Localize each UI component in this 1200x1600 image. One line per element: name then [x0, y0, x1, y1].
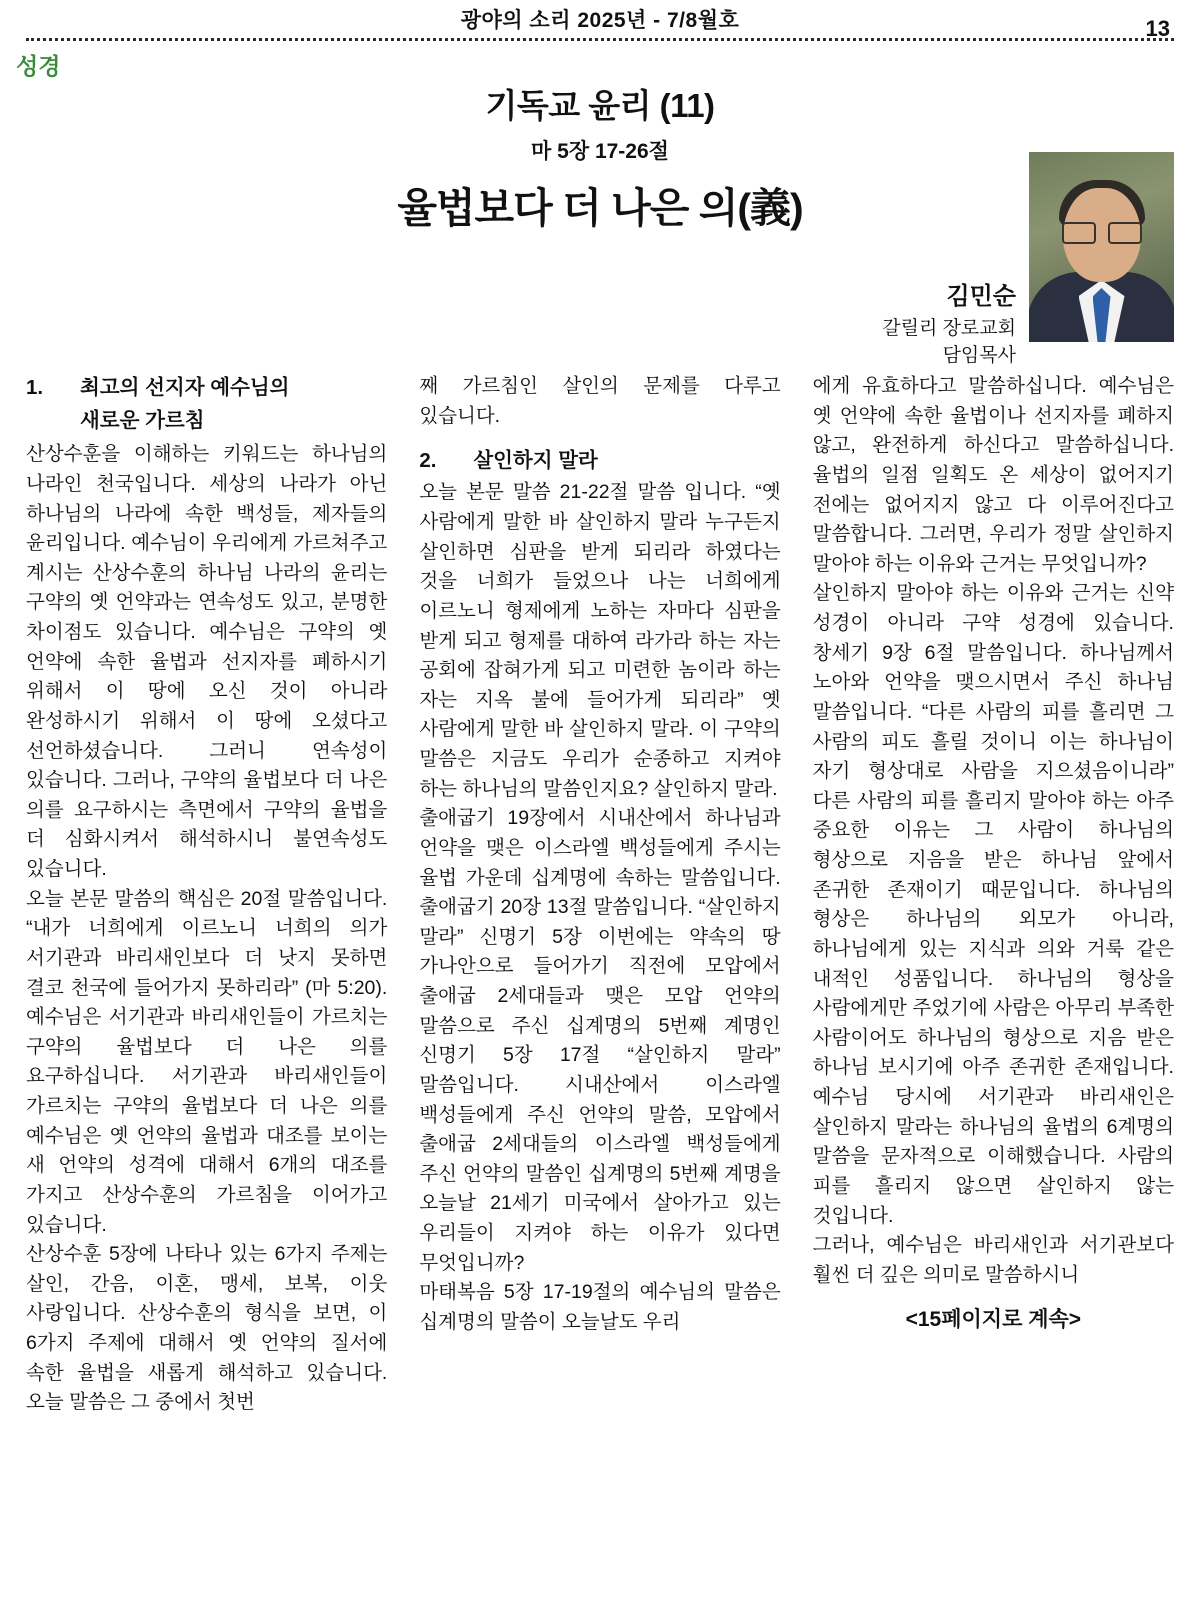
- paragraph: 오늘 본문 말씀의 핵심은 20절 말씀입니다. “내가 너희에게 이르노니 너희의 의가 서기관과 바리새인보다 더 낫지 못하면 결코 천국에 들어가지 못하리라” (마 5:20). 예수님은 서기관과 바리새인들이 가르치는 구약의 율법보다 더 나은 의를 요구하십니다. 서기관과 바리새인들이 가르치는 구약의 율법보다 더 나은 의를 예수님은 옛 언약의 율법과 대조를 보이는 새 언약의 성격에 대해서 6개의 대조를 가지고 산상수훈의 가르침을 이어가고 있습니다.: [26, 887, 388, 1236]
- author-name: 김민순: [946, 283, 1016, 310]
- author-block: [834, 152, 1174, 367]
- heading-1-text-line2: 새로운 가르침: [80, 409, 205, 433]
- paragraph: 산상수훈을 이해하는 키워드는 하나님의 나라인 천국입니다. 세상의 나라가 아닌 하나님의 나라에 속한 백성들, 제자들의 윤리입니다. 예수님이 우리에게 가르쳐주고 계시는 산상수훈의 하나님 나라의 윤리는 구약의 옛 언약과는 연속성도 있고, 분명한 차이점도 있습니다. 예수님은 구약의 옛 언약에 속한 율법과 선지자를 폐하시기 위해서 이 땅에 오신 것이 아니라 완성하시기 위해서 이 땅에 오셨다고 선언하셨습니다. 그러니 연속성이 있습니다. 그러나, 구약의 율법보다 더 나은 의를 요구하시는 측면에서 구약의 율법을 더 심화시켜서 해석하시니 불연속성도 있습니다.: [26, 443, 388, 881]
- paragraph: 오늘 본문 말씀 21-22절 말씀 입니다. “옛 사람에게 말한 바 살인하지 말라 누구든지 살인하면 심판을 받게 되리라 하였다는 것을 너희가 들었으나 나는 너희에게 이르노니 형제에게 노하는 자마다 심판을 받게 되고 형제를 대하여 라가라 하는 자는 공회에 잡혀가게 되고 미련한 놈이라 하는 자는 지옥 불에 들어가게 되리라” 옛 사람에게 말한 바 살인하지 말라. 이 구약의 말씀은 지금도 우리가 순종하고 지켜야 하는 하나님의 말씀인지요? 살인하지 말라.: [419, 481, 781, 800]
- author-role: 담임목사: [942, 345, 1016, 367]
- paragraph: 째 가르침인 살인의 문제를 다루고 있습니다.: [419, 375, 781, 427]
- heading-1-spacer: [26, 405, 48, 436]
- photo-glasses: [1060, 222, 1144, 242]
- article-title: 기독교 윤리 (11): [485, 87, 715, 124]
- paragraph: 마태복음 5장 17-19절의 예수님의 말씀은 십계명의 말씀이 오늘날도 우리: [419, 1281, 781, 1333]
- author-church: 갈릴리 장로교회: [882, 317, 1016, 339]
- column-right: [813, 372, 1174, 1592]
- paragraph: 그러나, 예수님은 바리새인과 서기관보다 훨씬 더 깊은 의미로 말씀하시니: [812, 1234, 1174, 1286]
- article-body: [26, 372, 1174, 1592]
- heading-1-line2-row: [26, 405, 387, 436]
- continued-note: <15페이지로 계속>: [905, 1308, 1082, 1332]
- paragraph: 출애굽기 19장에서 시내산에서 하나님과 언약을 맺은 이스라엘 백성들에게 주시는 율법 가운데 십계명에 속하는 말씀입니다. 출애굽기 20장 13절 말씀입니다. “살인하지 말라” 신명기 5장 이번에는 약속의 땅 가나안으로 들어가기 직전에 모압에서 출애굽 2세대들과 맺은 모압 언약의 말씀으로 주신 십계명의 5번째 계명인 신명기 5장 17절 “살인하지 말라” 말씀입니다. 시내산에서 이스라엘 백성들에게 주신 언약의 말씀, 모압에서 출애굽 2세대들의 이스라엘 백성들에게 주신 언약의 말씀인 십계명의 5번째 계명을 오늘날 21세기 미국에서 살아가고 있는 우리들이 지켜야 하는 이유가 있다면 무엇입니까?: [419, 807, 781, 1274]
- paragraph: 살인하지 말아야 하는 이유와 근거는 신약 성경이 아니라 구약 성경에 있습니다. 창세기 9장 6절 말씀입니다. 하나님께서 노아와 언약을 맺으시면서 주신 하나님 말씀입니다. “다른 사람의 피를 흘리면 그 사람의 피도 흘릴 것이니 이는 하나님이 자기 형상대로 사람을 지으셨음이니라” 다른 사람의 피를 흘리지 말아야 하는 아주 중요한 이유는 그 사람이 하나님의 형상으로 지음을 받은 하나님 앞에서 존귀한 존재이기 때문입니다. 하나님의 형상은 하나님의 외모가 아니라, 하나님에게 있는 지식과 의와 거룩 같은 내적인 성품입니다. 하나님의 형상을 사람에게만 주었기에 사람은 아무리 부족한 사람이어도 하나님의 형상으로 지음 받은 하나님 보시기에 아주 존귀한 존재입니다. 예수님 당시에 서기관과 바리새인은 살인하지 말라는 하나님의 율법의 6계명의 말씀을 문자적으로 이해했습니다. 사람의 피를 흘리지 않으면 살인하지 않는 것입니다.: [812, 582, 1174, 1227]
- column-left: [26, 372, 387, 1592]
- scripture-reference: 마 5장 17-26절: [531, 140, 669, 163]
- heading-1: [26, 372, 387, 403]
- section-tag: 성경: [16, 53, 61, 79]
- heading-1-number: 1.: [26, 376, 44, 399]
- heading-2-text: 살인하지 말라: [473, 449, 598, 473]
- dotted-divider: [26, 38, 1174, 41]
- paragraph: 에게 유효하다고 말씀하십니다. 예수님은 옛 언약에 속한 율법이나 선지자를 폐하지 않고, 완전하게 하신다고 말씀하십니다. 율법의 일점 일획도 온 세상이 없어지기 전에는 없어지지 않고 다 이루어진다고 말씀합니다. 그러면, 우리가 정말 살인하지 말아야 하는 이유와 근거는 무엇입니까?: [812, 375, 1174, 575]
- heading-2: [419, 445, 780, 476]
- masthead-title: 광야의 소리 2025년 - 7/8월호: [460, 9, 740, 32]
- column-middle: [419, 372, 780, 1592]
- author-info: [882, 280, 1016, 370]
- author-photo: [1029, 152, 1174, 342]
- article-subject: 율법보다 더 나은 의(義): [397, 185, 803, 231]
- masthead: [26, 0, 1174, 46]
- page-number: 13: [1145, 16, 1170, 41]
- paragraph: 산상수훈 5장에 나타나 있는 6가지 주제는 살인, 간음, 이혼, 맹세, 보복, 이웃 사랑입니다. 산상수훈의 형식을 보면, 이 6가지 주제에 대해서 옛 언약의 질서에 속한 율법을 새롭게 해석하고 있습니다. 오늘 말씀은 그 중에서 첫번: [26, 1243, 388, 1414]
- heading-1-text-line1: 최고의 선지자 예수님의: [80, 376, 290, 399]
- heading-2-number: 2.: [419, 449, 437, 473]
